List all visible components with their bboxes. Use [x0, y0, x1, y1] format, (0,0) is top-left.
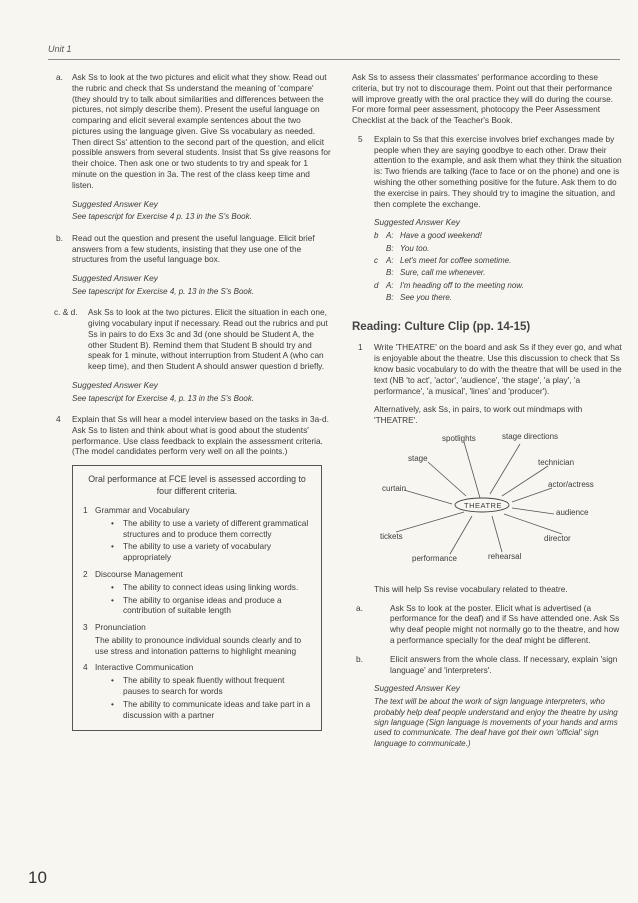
item-cd-marker: c. & d. [54, 307, 78, 318]
reading-ex-1-alt: Alternatively, ask Ss, in pairs, to work out mindmaps with 'THEATRE'. [374, 404, 583, 426]
exercise-5-text: Explain to Ss that this exercise involves brief exchanges made by people when they are saying goodbye to each other. Draw their attention to the example, and ask them what they think the situation is: Two friends are talking (face to face or on the phone) and one is wishing the other something positive for the future. Ask them to do the exercise in pairs. They should try to imagine the situation, and then complete the exchange. [374, 133, 622, 209]
reading-item-a-marker: a. [356, 602, 363, 613]
exercise-4 [50, 414, 332, 457]
mindmap-word: rehearsal [488, 551, 522, 561]
dialogue-text: Sure, call me whenever. [400, 268, 486, 278]
dialogue-speaker: B: [386, 268, 394, 278]
reading-item-a [352, 603, 624, 646]
exercise-5-key-label: Suggested Answer Key [374, 217, 460, 228]
dialogue-letter [374, 293, 386, 303]
item-b [50, 233, 332, 265]
criteria-section [83, 569, 311, 580]
mindmap-word: actor/actress [548, 479, 594, 489]
criteria-list [111, 582, 311, 616]
criteria-list [111, 518, 311, 563]
reading-item-b-key-text: The text will be about the work of sign language interpreters, who probably help deaf people understand and enjoy the theatre by using sign language (Sign language is movements of your hands and arms used to communicate. The deaf have got their own 'official' sign language to communicate.) [374, 697, 618, 748]
header-rule [48, 59, 620, 60]
criteria-section [83, 662, 311, 673]
item-cd-text: Ask Ss to look at the two pictures. Elicit the situation in each one, giving vocabulary input if necessary. Read out the rubrics and put Ss in pairs to do Exs 3c and 3d (one should be Student A, the other Student B). Remind them that Student B should try and speak for 1 minute, without interruption from Student A (who can keep time), and then Student A should answer question d briefly. [88, 307, 328, 372]
dialogue-line [374, 256, 624, 266]
reading-item-a-text: Ask Ss to look at the poster. Elicit what is advertised (a performance for the deaf) and if Ss have attended one. Ask Ss why deaf people might not normally go to the theatre, and how a performance specially for the deaf might be different. [390, 602, 620, 646]
theatre-mindmap [352, 431, 612, 574]
dialogue-letter [374, 244, 386, 254]
dialogue-letter: c [374, 255, 378, 265]
criteria-section [83, 505, 311, 516]
right-column [352, 72, 624, 759]
exercise-4-marker: 4 [56, 414, 61, 425]
dialogue-speaker: A: [386, 231, 394, 241]
mindmap-word: director [544, 533, 571, 543]
dialogue-line [374, 268, 624, 278]
dialogue-text: You too. [400, 243, 430, 253]
criteria-number: 4 [83, 662, 88, 673]
item-b-text: Read out the question and present the useful language. Elicit brief answers from a few students, insisting that they use one of the structures from the useful language box. [72, 232, 315, 265]
criteria-plain-text: The ability to pronounce individual sounds clearly and to use stress and intonation patterns to highlight meaning [95, 634, 302, 656]
item-cd [50, 307, 332, 372]
reading-item-b [352, 654, 624, 676]
criteria-box-title: Oral performance at FCE level is assessed according to four different criteria. [88, 474, 306, 496]
criteria-title: Grammar and Vocabulary [95, 505, 190, 516]
criteria-section [83, 622, 311, 633]
dialogue-speaker: B: [386, 243, 394, 253]
dialogue-text: See you there. [400, 293, 453, 303]
mindmap-word: performance [412, 553, 457, 563]
dialogue-speaker: A: [386, 280, 394, 290]
reading-item-b-text: Elicit answers from the whole class. If necessary, explain 'sign language' and 'interpreters'. [390, 653, 618, 675]
dialogue [374, 231, 624, 303]
mindmap-word: technician [538, 457, 575, 467]
criteria-number: 1 [83, 505, 88, 516]
item-a-key-text: See tapescript for Exercise 4 p. 13 in the S's Book. [72, 212, 252, 222]
mindmap-word: audience [556, 507, 589, 517]
criteria-item: • The ability to organise ideas and produce a contribution of suitable length [111, 595, 311, 617]
reading-item-b-marker: b. [356, 653, 363, 664]
dialogue-text: Have a good weekend! [400, 231, 482, 241]
dialogue-letter: b [374, 231, 379, 241]
reading-ex-1-marker: 1 [358, 342, 363, 353]
dialogue-text: Let's meet for coffee sometime. [400, 255, 512, 265]
item-cd-key-label: Suggested Answer Key [72, 379, 158, 390]
dialogue-line [374, 231, 624, 241]
dialogue-line [374, 281, 624, 291]
mindmap-word: stage directions [502, 431, 559, 441]
reading-item-b-key-label: Suggested Answer Key [374, 683, 460, 694]
criteria-item: • The ability to connect ideas using linking words. [111, 582, 311, 593]
reading-ex-1 [352, 342, 624, 396]
item-b-key-text: See tapescript for Exercise 4, p. 13 in the S's Book. [72, 286, 255, 296]
criteria-number: 2 [83, 569, 88, 580]
exercise-5-marker: 5 [358, 133, 363, 144]
dialogue-text: I'm heading off to the meeting now. [400, 280, 524, 290]
item-cd-key-text: See tapescript for Exercise 4, p. 13 in the S's Book. [72, 393, 255, 403]
item-a-text: Ask Ss to look at the two pictures and elicit what they show. Read out the rubric and check that Ss understand the meaning of 'compare' (they should try to talk about similarities and differences between the pictures, not simply describe them). Present the useful language on comparing and elicit several example sentences about the two pictures using the language given. Give Ss vocabulary as needed. Then direct Ss' attention to the second part of the question, and elicit possible answers from several students. Insist that Ss give reasons for their choice. Then ask one or two students to try and speak for 1 minute on the question in 3a. The rest of the class keep time and listen. [72, 72, 331, 190]
revise-note: This will help Ss revise vocabulary related to theatre. [374, 583, 568, 594]
mindmap-word: spotlights [442, 433, 476, 443]
item-b-marker: b. [56, 232, 63, 243]
exercise-5 [352, 134, 624, 209]
dialogue-speaker: A: [386, 255, 394, 265]
criteria-title: Pronunciation [95, 622, 146, 633]
criteria-box [72, 465, 322, 731]
reading-ex-1-text: Write 'THEATRE' on the board and ask Ss if they ever go, and what is enjoyable about the theatre. Use this discussion to check that Ss know basic vocabulary to do with the theatre that will be used in the text (NB 'to act', 'actor', 'audience', 'the stage', 'a play', 'a performance', 'a musical', 'lines' and 'producer'). [374, 342, 622, 396]
criteria-list [111, 675, 311, 720]
dialogue-line [374, 244, 624, 254]
mindmap-word: tickets [380, 531, 403, 541]
unit-header: Unit 1 [48, 44, 72, 54]
mindmap-word: stage [408, 453, 428, 463]
dialogue-letter: d [374, 280, 379, 290]
dialogue-speaker: B: [386, 293, 394, 303]
mindmap-word: curtain [382, 483, 407, 493]
criteria-item: • The ability to use a variety of vocabulary appropriately [111, 541, 311, 563]
dialogue-letter [374, 268, 386, 278]
dialogue-line [374, 293, 624, 303]
criteria-item: • The ability to communicate ideas and take part in a discussion with a partner [111, 699, 311, 721]
criteria-item: • The ability to use a variety of different grammatical structures and to produce them correctly [111, 518, 311, 540]
criteria-number: 3 [83, 622, 88, 633]
criteria-title: Interactive Communication [95, 662, 194, 673]
exercise-4-text: Explain that Ss will hear a model interview based on the tasks in 3a-d. Ask Ss to listen and think about what is good about the students' performance. Use class feedback to explain the assessment criteria. (The model candidates perform very well on all the points.) [72, 414, 329, 457]
left-column [50, 72, 332, 731]
continued-text: Ask Ss to assess their classmates' performance according to these criteria, but try not to discourage them. Point out that their performance will improve greatly with the oral practice they will do during the course. For more formal peer assessment, photocopy the Peer Assessment Checklist at the back of the Teacher's Book. [352, 72, 614, 126]
criteria-item: • The ability to speak fluently without frequent pauses to search for words [111, 675, 311, 697]
criteria-title: Discourse Management [95, 569, 183, 580]
page-number: 10 [28, 868, 47, 887]
item-a-key-label: Suggested Answer Key [72, 198, 158, 209]
mindmap-center: THEATRE [464, 500, 502, 510]
item-b-key-label: Suggested Answer Key [72, 273, 158, 284]
item-a [50, 72, 332, 191]
reading-section-title: Reading: Culture Clip (pp. 14-15) [352, 320, 531, 333]
item-a-marker: a. [56, 72, 63, 82]
